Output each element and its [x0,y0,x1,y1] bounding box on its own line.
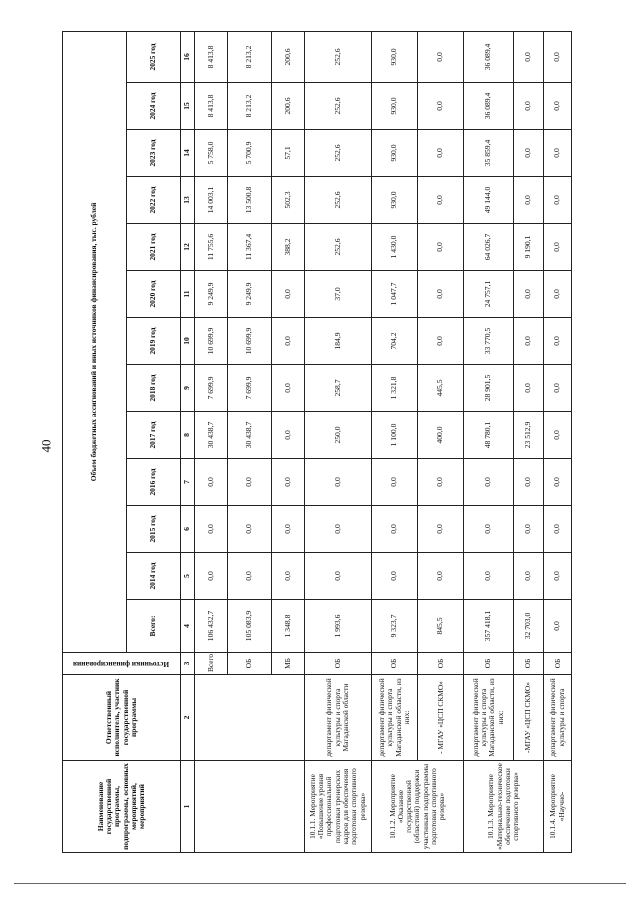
cell-value: 0,0 [418,271,464,318]
header-year: 2024 год [127,83,181,130]
cell-value: 5 758,0 [195,130,228,177]
cell-value: 0,0 [227,506,271,553]
cell-value: 0,0 [513,177,544,224]
cell-value: 0,0 [544,506,572,553]
cell-value: 28 901,5 [464,365,513,412]
cell-value: 0,0 [544,224,572,271]
column-index: 16 [181,31,195,82]
cell-value: 1 100,0 [371,412,417,459]
header-year: 2022 год [127,177,181,224]
cell-value: 0,0 [418,318,464,365]
cell-value: 1 430,0 [371,224,417,271]
header-funding-group: Объем бюджетных ассигнований и иных источников финансирования, тыс. рублей [63,31,127,652]
header-responsible: Ответственный исполнитель, участник государственной программы [63,675,181,761]
column-index: 6 [181,506,195,553]
row-source: МБ [271,653,304,675]
row-responsible: департамент физической культуры и спорта Магаданской области, из них: [371,675,417,761]
header-year: 2025 год [127,31,181,82]
cell-value: 9 249,9 [227,271,271,318]
row-responsible: - МГАУ «ЦСП СКМО» [418,675,464,761]
table-row [195,31,228,852]
column-index: 7 [181,459,195,506]
cell-value: 0,0 [544,553,572,600]
cell-value: 0,0 [544,365,572,412]
cell-value: 0,0 [271,506,304,553]
header-year: 2020 год [127,271,181,318]
cell-value: 0,0 [418,31,464,82]
cell-value: 24 757,1 [464,271,513,318]
row-source: ОБ [304,653,371,675]
cell-value: 445,5 [418,365,464,412]
cell-value: 0,0 [195,506,228,553]
footer-rule [14,883,626,884]
row-responsible: департамент физической культуры и спорта Магаданской области [304,675,371,761]
cell-value: 0,0 [513,553,544,600]
row-source: ОБ [371,653,417,675]
cell-value: 105 083,9 [227,600,271,653]
cell-value: 0,0 [271,318,304,365]
cell-value: 258,7 [304,365,371,412]
cell-value: 0,0 [227,553,271,600]
header-total: Всего: [127,600,181,653]
column-index: 11 [181,271,195,318]
cell-value: 1 993,6 [304,600,371,653]
cell-value: 252,6 [304,224,371,271]
funding-table-rotated [62,32,572,853]
cell-value: 9 323,7 [371,600,417,653]
cell-value: 0,0 [544,31,572,82]
cell-value: 0,0 [304,506,371,553]
cell-value: 57,1 [271,130,304,177]
row-name [195,761,305,853]
cell-value: 0,0 [418,224,464,271]
cell-value: 388,2 [271,224,304,271]
cell-value: 0,0 [544,83,572,130]
cell-value: 1 321,8 [371,365,417,412]
cell-value: 33 770,5 [464,318,513,365]
column-index: 12 [181,224,195,271]
cell-value: 10 699,9 [227,318,271,365]
row-responsible: -МГАУ «ЦСП СКМО» [513,675,544,761]
column-index: 9 [181,365,195,412]
table-row [371,31,417,852]
cell-value: 0,0 [418,459,464,506]
cell-value: 7 699,9 [227,365,271,412]
cell-value: 930,0 [371,31,417,82]
cell-value: 10 699,9 [195,318,228,365]
row-name: 10.1.1. Мероприятие «Повышение уровня профессиональной подготовки тренерских кадров для обеспечения подготовки спортивного резерва» [304,761,371,853]
row-responsible: департамент физической культуры и спорта [544,675,572,761]
cell-value: 0,0 [513,31,544,82]
header-name: Наименование государственной программы, подпрограммы, основных мероприятий, мероприятий [63,761,181,853]
cell-value: 9 190,1 [513,224,544,271]
cell-value: 0,0 [195,553,228,600]
cell-value: 0,0 [544,271,572,318]
table-row [464,31,513,852]
cell-value: 845,5 [418,600,464,653]
cell-value: 106 432,7 [195,600,228,653]
cell-value: 0,0 [513,365,544,412]
cell-value: 930,0 [371,130,417,177]
cell-value: 0,0 [544,459,572,506]
row-name: 10.1.4. Мероприятие «Научно- [544,761,572,853]
cell-value: 252,6 [304,31,371,82]
cell-value: 0,0 [418,553,464,600]
funding-table [62,31,572,853]
header-year: 2014 год [127,553,181,600]
cell-value: 0,0 [513,83,544,130]
header-year: 2017 год [127,412,181,459]
cell-value: 8 413,8 [195,83,228,130]
header-year: 2015 год [127,506,181,553]
header-source: Источники финансирования [63,653,181,675]
cell-value: 357 418,1 [464,600,513,653]
cell-value: 8 413,8 [195,31,228,82]
row-responsible [195,675,305,761]
cell-value: 0,0 [271,365,304,412]
cell-value: 0,0 [271,412,304,459]
cell-value: 930,0 [371,83,417,130]
cell-value: 0,0 [418,177,464,224]
cell-value: 0,0 [304,459,371,506]
cell-value: 200,6 [271,83,304,130]
row-source: ОБ [418,653,464,675]
column-index: 8 [181,412,195,459]
cell-value: 0,0 [464,459,513,506]
header-year: 2021 год [127,224,181,271]
table-row [304,31,371,852]
table-row [418,31,464,852]
cell-value: 0,0 [544,600,572,653]
column-index: 1 [181,761,195,853]
cell-value: 0,0 [544,318,572,365]
cell-value: 1 047,7 [371,271,417,318]
cell-value: 9 249,9 [195,271,228,318]
cell-value: 8 213,2 [227,31,271,82]
row-source: ОБ [227,653,271,675]
cell-value: 7 699,9 [195,365,228,412]
cell-value: 0,0 [513,271,544,318]
cell-value: 1 348,8 [271,600,304,653]
cell-value: 0,0 [227,459,271,506]
cell-value: 36 089,4 [464,31,513,82]
cell-value: 252,6 [304,130,371,177]
header-year: 2016 год [127,459,181,506]
column-index: 13 [181,177,195,224]
cell-value: 502,3 [271,177,304,224]
cell-value: 0,0 [464,506,513,553]
funding-table-frame [62,32,572,853]
cell-value: 14 003,1 [195,177,228,224]
header-year: 2023 год [127,130,181,177]
cell-value: 48 780,1 [464,412,513,459]
row-name: 10.1.3. Мероприятие «Материально-техническое обеспечение подготовки спортивного резерва» [464,761,544,853]
row-source: ОБ [513,653,544,675]
cell-value: 13 500,8 [227,177,271,224]
cell-value: 37,0 [304,271,371,318]
cell-value: 0,0 [544,412,572,459]
cell-value: 250,0 [304,412,371,459]
cell-value: 252,6 [304,83,371,130]
cell-value: 0,0 [513,506,544,553]
column-index: 10 [181,318,195,365]
row-name: 10.1.2. Мероприятие «Оказание государственной (областной) поддержки участникам подпрограммы подготовки спортивного резерва» [371,761,463,853]
row-source: Всего [195,653,228,675]
cell-value: 30 438,7 [195,412,228,459]
table-row [513,31,544,852]
cell-value: 0,0 [371,459,417,506]
cell-value: 184,9 [304,318,371,365]
column-index: 5 [181,553,195,600]
row-responsible: департамент физической культуры и спорта Магаданской области, из них: [464,675,513,761]
cell-value: 36 089,4 [464,83,513,130]
cell-value: 0,0 [513,130,544,177]
column-index: 15 [181,83,195,130]
cell-value: 0,0 [418,83,464,130]
cell-value: 0,0 [544,130,572,177]
cell-value: 930,0 [371,177,417,224]
cell-value: 0,0 [271,459,304,506]
cell-value: 0,0 [371,553,417,600]
cell-value: 0,0 [418,506,464,553]
row-source: ОБ [544,653,572,675]
cell-value: 0,0 [271,553,304,600]
column-index: 2 [181,675,195,761]
page-number: 40 [38,439,54,453]
cell-value: 5 700,9 [227,130,271,177]
cell-value: 49 144,0 [464,177,513,224]
cell-value: 0,0 [544,177,572,224]
column-index: 14 [181,130,195,177]
cell-value: 0,0 [371,506,417,553]
cell-value: 400,0 [418,412,464,459]
header-year: 2018 год [127,365,181,412]
cell-value: 200,6 [271,31,304,82]
cell-value: 32 703,0 [513,600,544,653]
cell-value: 0,0 [418,130,464,177]
cell-value: 64 026,7 [464,224,513,271]
cell-value: 0,0 [304,553,371,600]
column-index: 4 [181,600,195,653]
table-row [544,31,572,852]
column-index: 3 [181,653,195,675]
cell-value: 23 512,9 [513,412,544,459]
row-source: ОБ [464,653,513,675]
cell-value: 8 213,2 [227,83,271,130]
cell-value: 0,0 [513,318,544,365]
cell-value: 0,0 [271,271,304,318]
cell-value: 252,6 [304,177,371,224]
cell-value: 704,2 [371,318,417,365]
cell-value: 11 367,4 [227,224,271,271]
cell-value: 35 859,4 [464,130,513,177]
cell-value: 0,0 [195,459,228,506]
header-year: 2019 год [127,318,181,365]
cell-value: 30 438,7 [227,412,271,459]
cell-value: 0,0 [464,553,513,600]
cell-value: 0,0 [513,459,544,506]
cell-value: 11 755,6 [195,224,228,271]
